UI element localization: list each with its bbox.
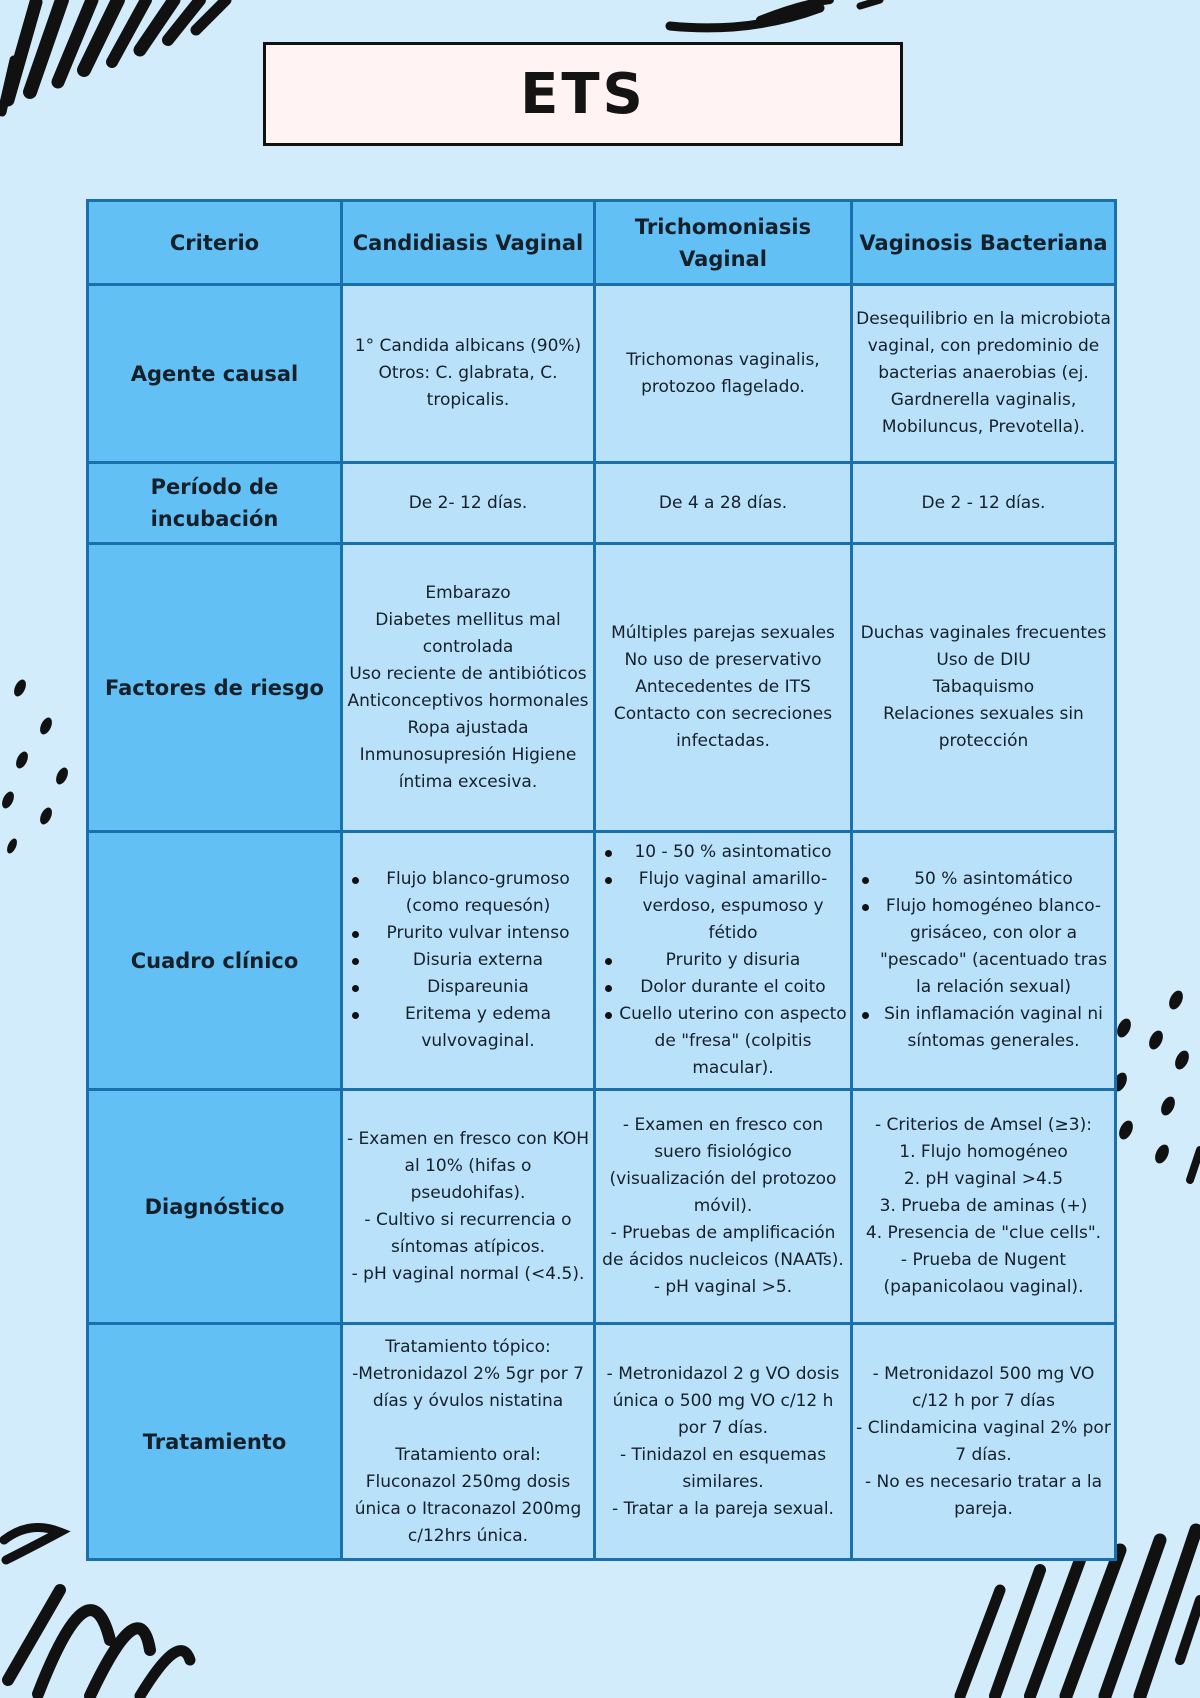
cell-candidiasis: De 2- 12 días. [342, 463, 595, 544]
row-label: Tratamiento [88, 1324, 342, 1560]
row-label: Período de incubación [88, 463, 342, 544]
cell-trichomoniasis [595, 832, 852, 1090]
cell-trichomoniasis: - Examen en fresco con suero fisiológico (visualización del protozoo móvil). - Pruebas de amplificación de ácidos nucleicos (NAATs). - pH vaginal >5. [595, 1090, 852, 1324]
row-label: Factores de riesgo [88, 544, 342, 832]
cell-candidiasis: 1° Candida albicans (90%) Otros: C. glabrata, C. tropicalis. [342, 285, 595, 463]
column-header-candidiasis: Candidiasis Vaginal [342, 201, 595, 285]
comparison-table [86, 199, 1117, 1561]
list-item: Eritema y edema vulvovaginal. [346, 1001, 590, 1055]
cell-vaginosis [852, 832, 1116, 1090]
cell-vaginosis: De 2 - 12 días. [852, 463, 1116, 544]
cell-candidiasis: Embarazo Diabetes mellitus mal controlada Uso reciente de antibióticos Anticonceptivos hormonales Ropa ajustada Inmunosupresión Higiene íntima excesiva. [342, 544, 595, 832]
table-row-diagnostico [88, 1090, 1116, 1324]
table-row-factores-riesgo [88, 544, 1116, 832]
cell-vaginosis: - Criterios de Amsel (≥3): 1. Flujo homogéneo 2. pH vaginal >4.5 3. Prueba de aminas (+) 4. Presencia de "clue cells". - Prueba de Nugent (papanicolaou vaginal). [852, 1090, 1116, 1324]
title-box [263, 42, 903, 146]
header-row [88, 201, 1116, 285]
list-item: Flujo homogéneo blanco-grisáceo, con olor a "pescado" (acentuado tras la relación sexual) [856, 893, 1111, 1001]
cell-trichomoniasis: De 4 a 28 días. [595, 463, 852, 544]
cell-candidiasis [342, 832, 595, 1090]
list-item: Sin inflamación vaginal ni síntomas generales. [856, 1001, 1111, 1055]
row-label: Agente causal [88, 285, 342, 463]
list-item: Dispareunia [346, 974, 590, 1001]
table-row-agente-causal [88, 285, 1116, 463]
list-item: Flujo vaginal amarillo-verdoso, espumoso y fétido [599, 866, 847, 947]
list-item: Cuello uterino con aspecto de "fresa" (colpitis macular). [599, 1001, 847, 1082]
cell-vaginosis: Duchas vaginales frecuentes Uso de DIU Tabaquismo Relaciones sexuales sin protección [852, 544, 1116, 832]
page-title: ETS [520, 61, 646, 127]
list-item: 10 - 50 % asintomatico [599, 839, 847, 866]
table-row-cuadro-clinico [88, 832, 1116, 1090]
cell-vaginosis: - Metronidazol 500 mg VO c/12 h por 7 días - Clindamicina vaginal 2% por 7 días. - No es necesario tratar a la pareja. [852, 1324, 1116, 1560]
cell-trichomoniasis: Trichomonas vaginalis, protozoo flagelado. [595, 285, 852, 463]
column-header-trichomoniasis: Trichomoniasis Vaginal [595, 201, 852, 285]
list-item: Prurito y disuria [599, 947, 847, 974]
cell-candidiasis: Tratamiento tópico: -Metronidazol 2% 5gr por 7 días y óvulos nistatina Tratamiento oral: Fluconazol 250mg dosis única o Itraconazol 200mg c/12hrs única. [342, 1324, 595, 1560]
cell-trichomoniasis: Múltiples parejas sexuales No uso de preservativo Antecedentes de ITS Contacto con secreciones infectadas. [595, 544, 852, 832]
row-label: Cuadro clínico [88, 832, 342, 1090]
table-row-periodo-incubacion [88, 463, 1116, 544]
cell-candidiasis: - Examen en fresco con KOH al 10% (hifas o pseudohifas). - Cultivo si recurrencia o síntomas atípicos. - pH vaginal normal (<4.5). [342, 1090, 595, 1324]
cell-vaginosis: Desequilibrio en la microbiota vaginal, con predominio de bacterias anaerobias (ej. Gardnerella vaginalis, Mobiluncus, Prevotella). [852, 285, 1116, 463]
table-row-tratamiento [88, 1324, 1116, 1560]
list-item: Prurito vulvar intenso [346, 920, 590, 947]
cell-trichomoniasis: - Metronidazol 2 g VO dosis única o 500 mg VO c/12 h por 7 días. - Tinidazol en esquemas similares. - Tratar a la pareja sexual. [595, 1324, 852, 1560]
list-item: Dolor durante el coito [599, 974, 847, 1001]
list-item: 50 % asintomático [856, 866, 1111, 893]
column-header-criterio: Criterio [88, 201, 342, 285]
list-item: Flujo blanco-grumoso (como requesón) [346, 866, 590, 920]
row-label: Diagnóstico [88, 1090, 342, 1324]
list-item: Disuria externa [346, 947, 590, 974]
column-header-vaginosis: Vaginosis Bacteriana [852, 201, 1116, 285]
